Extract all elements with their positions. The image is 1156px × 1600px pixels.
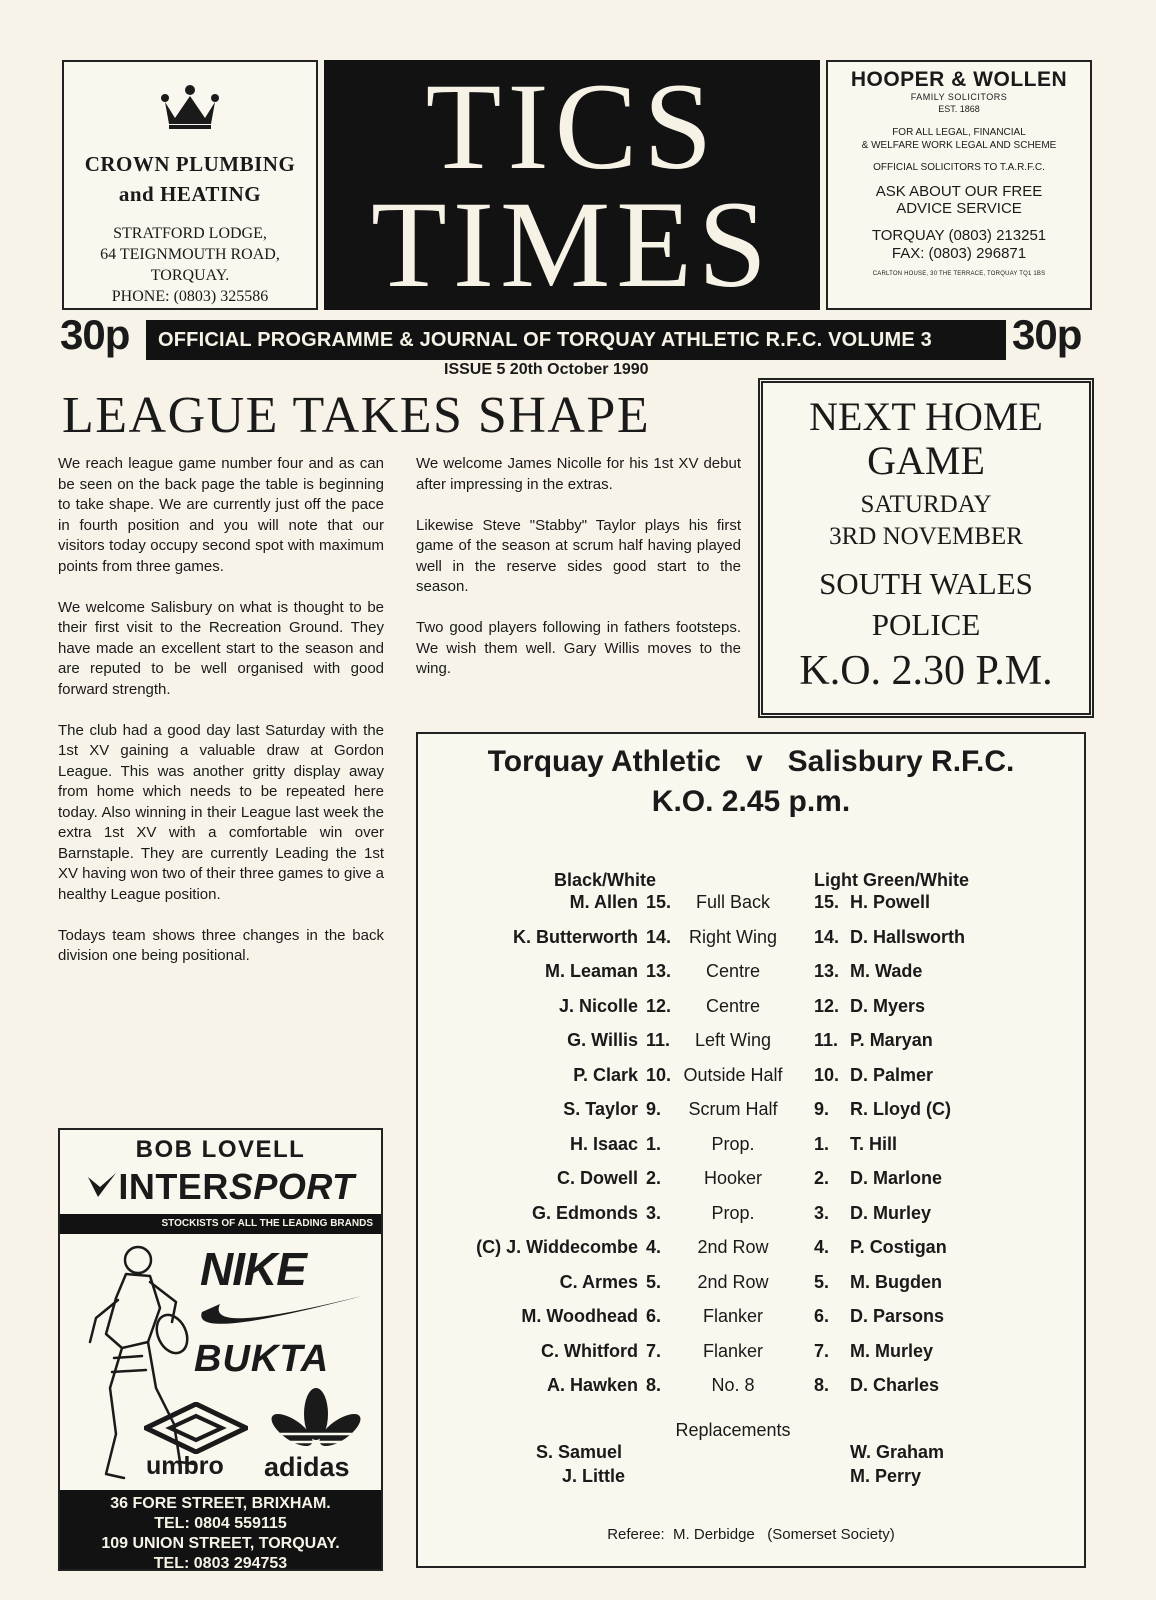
home-shirt-number: 10. — [646, 1064, 672, 1085]
home-player: P. Clark — [573, 1064, 638, 1085]
away-player: P. Costigan — [850, 1237, 947, 1257]
intersport-addresses — [60, 1490, 381, 1571]
position: Centre — [705, 961, 761, 981]
home-player: M. Woodhead — [521, 1306, 638, 1326]
price-right: 30p — [1012, 311, 1082, 358]
home-player: C. Armes — [559, 1271, 638, 1292]
next-game-heading-line1: NEXT HOME — [809, 394, 1043, 439]
away-colours: Light Green/White — [814, 870, 969, 890]
masthead — [324, 58, 820, 313]
home-replacement: S. Samuel — [536, 1442, 623, 1462]
home-shirt-number: 7. — [646, 1340, 662, 1361]
intersport-logo — [60, 1166, 381, 1208]
home-player: H. Isaac — [569, 1133, 638, 1154]
article-paragraph: Two good players following in fathers footsteps. We wish them well. Gary Willis moves to the wing. — [416, 619, 741, 677]
crown-address-line2: 64 TEIGNMOUTH ROAD, — [100, 246, 280, 263]
away-player: D. Hallsworth — [850, 926, 966, 947]
hooper-phone: TORQUAY (0803) 213251 — [871, 227, 1047, 244]
position: 2nd Row — [697, 1271, 769, 1292]
crown-name-line2: and HEATING — [118, 182, 262, 206]
article-paragraph: We reach league game number four and as can be seen on the back page the table is beginning to take shape. We are currently just off the pace in fourth position and you will note that our visitors today occupy second spot with maximum points from three games. — [58, 455, 384, 575]
crown-icon — [155, 84, 225, 130]
position: No. 8 — [711, 1375, 755, 1395]
hooper-subtitle: FAMILY SOLICITORS — [910, 92, 1008, 102]
home-shirt-number: 3. — [646, 1202, 662, 1223]
away-shirt-number: 13. — [814, 961, 840, 981]
article-paragraph: We welcome James Nicolle for his 1st XV debut after impressing in the extras. — [416, 455, 741, 493]
team-row — [418, 1134, 1088, 1156]
article-paragraph: The club had a good day last Saturday with the 1st XV gaining a valuable draw at Gordon League. This was another gritty display away from home which needs to be repeated here today. Also winning in their League last week the extra 1st XV with a comfortable win over Barnstaple. They are currently Leading the 1st XV having won two of their three games to give a healthy League position. — [58, 721, 385, 903]
crown-plumbing-ad — [62, 60, 318, 310]
away-player: P. Maryan — [850, 1030, 933, 1050]
away-shirt-number: 3. — [814, 1202, 830, 1223]
fixture-kickoff: K.O. 2.45 p.m. — [651, 785, 851, 818]
next-game-opponent-line1: SOUTH WALES — [819, 566, 1033, 601]
intersport-shop-name: BOB LOVELL — [135, 1136, 306, 1163]
away-replacement: W. Graham — [850, 1442, 945, 1462]
away-replacement: M. Perry — [850, 1466, 922, 1486]
intersport-address-2: 109 UNION STREET, TORQUAY. — [101, 1535, 340, 1552]
crown-phone: PHONE: (0803) 325586 — [111, 288, 269, 305]
away-player: D. Palmer — [850, 1064, 934, 1085]
hooper-wollen-ad — [826, 60, 1092, 310]
intersport-swoosh-icon — [86, 1171, 118, 1201]
next-game-date: 3RD NOVEMBER — [829, 523, 1023, 550]
team-row — [418, 1341, 1088, 1363]
article-paragraph: We welcome Salisbury on what is thought to be their first visit to the Recreation Ground. They have made an excellent start to the season and are reputed to be well organised with good forward strength. — [58, 598, 384, 698]
home-colours: Black/White — [554, 870, 657, 890]
away-shirt-number: 11. — [814, 1030, 839, 1050]
next-home-game-box — [758, 378, 1094, 718]
home-shirt-number: 15. — [646, 892, 672, 912]
team-row — [418, 996, 1088, 1018]
hooper-official: OFFICIAL SOLICITORS TO T.A.R.F.C. — [873, 162, 1045, 173]
position: Flanker — [702, 1306, 764, 1326]
position: Left Wing — [694, 1030, 772, 1050]
intersport-brand-suffix: SPORT — [228, 1166, 355, 1207]
home-player: K. Butterworth — [513, 926, 638, 947]
team-row — [418, 892, 1088, 914]
home-shirt-number: 5. — [646, 1271, 662, 1292]
crown-name-line1: CROWN PLUMBING — [84, 152, 296, 176]
away-shirt-number: 10. — [814, 1064, 840, 1085]
home-shirt-number: 13. — [646, 961, 672, 981]
home-shirt-number: 9. — [646, 1099, 662, 1119]
home-player: M. Leaman — [544, 961, 638, 981]
position: Centre — [705, 995, 761, 1016]
intersport-address-1: 36 FORE STREET, BRIXHAM. — [110, 1495, 331, 1512]
away-shirt-number: 6. — [814, 1306, 830, 1326]
team-row — [418, 1099, 1088, 1121]
away-shirt-number: 7. — [814, 1340, 830, 1361]
home-shirt-number: 6. — [646, 1306, 662, 1326]
bukta-logo-text: BUKTA — [194, 1338, 330, 1380]
crown-address-line1: STRATFORD LODGE, — [113, 225, 267, 242]
hooper-firm: HOOPER & WOLLEN — [850, 68, 1068, 91]
position: Prop. — [711, 1202, 755, 1223]
position: 2nd Row — [697, 1237, 769, 1257]
intersport-tel-1: TEL: 0804 559115 — [154, 1515, 287, 1532]
price-left: 30p — [60, 311, 130, 358]
crown-address-line3: TORQUAY. — [150, 267, 230, 284]
home-shirt-number: 11. — [646, 1030, 671, 1050]
position: Right Wing — [688, 926, 778, 947]
referee: Referee: M. Derbidge (Somerset Society) — [607, 1526, 895, 1543]
team-row — [418, 1065, 1088, 1087]
article-paragraph: Likewise Steve "Stabby" Taylor plays his first game of the season at scrum half having played well in the reserve sides good start to the season. — [416, 516, 741, 595]
team-row — [418, 1237, 1088, 1259]
intersport-brand-prefix: INTER — [118, 1166, 229, 1207]
nike-swoosh-icon — [196, 1292, 366, 1332]
home-player: G. Edmonds — [531, 1202, 638, 1223]
next-game-day: SATURDAY — [860, 491, 992, 518]
away-shirt-number: 1. — [814, 1133, 830, 1154]
away-player: D. Marlone — [850, 1168, 943, 1188]
headline: LEAGUE TAKES SHAPE — [62, 387, 651, 444]
team-row — [418, 1203, 1088, 1225]
hooper-services-line2: & WELFARE WORK LEGAL AND SCHEME — [861, 140, 1057, 151]
intersport-tel-2: TEL: 0803 294753 — [153, 1555, 288, 1571]
article-column-2 — [416, 454, 741, 700]
away-shirt-number: 4. — [814, 1237, 830, 1257]
hooper-address: CARLTON HOUSE, 30 THE TERRACE, TORQUAY TQ1 1BS — [872, 271, 1046, 277]
umbro-diamond-icon — [144, 1402, 248, 1454]
position: Prop. — [711, 1133, 755, 1154]
away-shirt-number: 12. — [814, 995, 840, 1016]
team-row — [418, 961, 1088, 983]
home-player: S. Taylor — [563, 1099, 638, 1119]
home-replacement: J. Little — [562, 1466, 626, 1486]
umbro-logo-text: umbro — [146, 1452, 224, 1480]
hooper-fax: FAX: (0803) 296871 — [891, 245, 1027, 262]
away-player: T. Hill — [850, 1133, 898, 1154]
masthead-word-tics: TICS — [425, 58, 719, 195]
away-shirt-number: 15. — [814, 892, 840, 912]
position: Full Back — [695, 892, 771, 912]
team-row — [418, 927, 1088, 949]
position: Outside Half — [683, 1064, 783, 1085]
position: Flanker — [702, 1340, 764, 1361]
home-player: A. Hawken — [546, 1375, 638, 1395]
hooper-established: EST. 1868 — [938, 104, 980, 114]
nike-logo-text: NIKE — [200, 1243, 306, 1295]
away-player: R. Lloyd (C) — [850, 1099, 951, 1119]
away-player: M. Wade — [850, 961, 923, 981]
team-row — [418, 1375, 1088, 1397]
home-player: G. Willis — [567, 1030, 638, 1050]
away-shirt-number: 8. — [814, 1375, 830, 1395]
team-row — [418, 1030, 1088, 1052]
team-sheet — [416, 732, 1086, 1568]
fixture-title: Torquay Athletic v Salisbury R.F.C. — [487, 745, 1015, 778]
away-shirt-number: 14. — [814, 926, 840, 947]
adidas-logo-text: adidas — [264, 1452, 350, 1482]
next-game-kickoff: K.O. 2.30 P.M. — [799, 648, 1053, 694]
away-shirt-number: 5. — [814, 1271, 830, 1292]
away-player: D. Murley — [850, 1202, 932, 1223]
home-player: (C) J. Widdecombe — [476, 1237, 638, 1257]
home-shirt-number: 8. — [646, 1375, 662, 1395]
home-player: J. Nicolle — [558, 995, 638, 1016]
programme-banner: OFFICIAL PROGRAMME & JOURNAL OF TORQUAY ATHLETIC R.F.C. VOLUME 3 — [146, 320, 1006, 360]
issue-date: ISSUE 5 20th October 1990 — [444, 361, 649, 378]
intersport-stockists: STOCKISTS OF ALL THE LEADING BRANDS — [60, 1214, 381, 1234]
team-row — [418, 1306, 1088, 1328]
hooper-services-line1: FOR ALL LEGAL, FINANCIAL — [892, 127, 1026, 138]
home-shirt-number: 4. — [646, 1237, 662, 1257]
away-player: H. Powell — [850, 892, 931, 912]
hooper-advice-line2: ADVICE SERVICE — [896, 200, 1022, 217]
team-row — [418, 1168, 1088, 1190]
home-player: M. Allen — [569, 892, 638, 912]
away-player: M. Bugden — [850, 1271, 942, 1292]
away-shirt-number: 9. — [814, 1099, 830, 1119]
position: Scrum Half — [688, 1099, 778, 1119]
home-player: C. Whitford — [541, 1340, 638, 1361]
home-shirt-number: 2. — [646, 1168, 662, 1188]
next-game-heading-line2: GAME — [867, 438, 985, 483]
team-row — [418, 1272, 1088, 1294]
replacements-label: Replacements — [675, 1420, 791, 1440]
away-player: D. Myers — [850, 995, 926, 1016]
home-shirt-number: 1. — [646, 1133, 662, 1154]
intersport-ad — [58, 1128, 383, 1571]
masthead-word-times: TIMES — [371, 176, 773, 313]
away-player: D. Charles — [850, 1375, 940, 1395]
article-column-1 — [58, 454, 384, 987]
adidas-trefoil-icon — [266, 1388, 366, 1454]
position: Hooker — [703, 1168, 763, 1188]
next-game-opponent-line2: POLICE — [871, 607, 981, 642]
home-shirt-number: 12. — [646, 995, 672, 1016]
away-shirt-number: 2. — [814, 1168, 830, 1188]
away-player: M. Murley — [850, 1340, 934, 1361]
hooper-advice-line1: ASK ABOUT OUR FREE — [875, 183, 1043, 200]
home-player: C. Dowell — [556, 1168, 638, 1188]
article-paragraph: Todays team shows three changes in the back division one being positional. — [58, 926, 384, 964]
away-player: D. Parsons — [850, 1306, 945, 1326]
home-shirt-number: 14. — [646, 926, 672, 947]
